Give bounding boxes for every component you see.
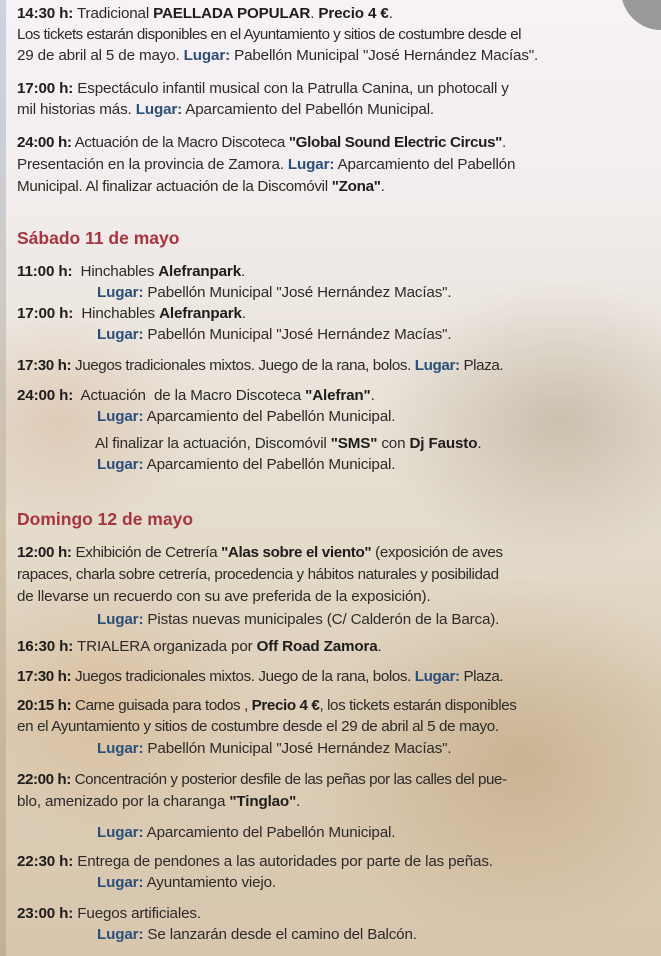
event-1430-line1 bbox=[17, 4, 393, 24]
event-text: . bbox=[241, 263, 246, 280]
sun-event-1200-line3: de llevarse un recuerdo con su ave preferida de la exposición). bbox=[17, 588, 431, 605]
event-text: . bbox=[241, 305, 246, 322]
event-place: Aparcamiento del Pabellón Municipal. bbox=[143, 824, 396, 841]
lugar-label: Lugar: bbox=[97, 874, 144, 891]
event-place: Aparcamiento del Pabellón Municipal. bbox=[182, 101, 434, 118]
sat-event-2400-after bbox=[95, 434, 481, 454]
lugar-label: Lugar: bbox=[97, 326, 144, 343]
event-time: 12:00 h: bbox=[17, 544, 72, 561]
sat-event-2400-after-lugar bbox=[97, 455, 395, 475]
event-highlight: "Tinglao" bbox=[229, 793, 297, 810]
lugar-label: Lugar: bbox=[97, 611, 144, 628]
event-text: blo, amenizado por la charanga bbox=[17, 793, 230, 810]
event-time: 17:00 h: bbox=[17, 80, 74, 97]
event-place: Aparcamiento del Pabellón Municipal. bbox=[143, 408, 396, 425]
event-highlight: PAELLADA POPULAR bbox=[153, 5, 311, 22]
event-text: . bbox=[296, 793, 301, 810]
event-text: Fuegos artificiales. bbox=[73, 905, 201, 922]
sun-event-1630 bbox=[17, 637, 382, 657]
event-text: Hinchables bbox=[73, 305, 160, 322]
event-text: Actuación de la Macro Discoteca bbox=[71, 134, 289, 151]
event-place: Se lanzarán desde el camino del Balcón. bbox=[143, 926, 417, 943]
event-highlight: "Alefran" bbox=[305, 387, 371, 404]
event-text: Espectáculo infantil musical con la Patrulla Canina, un photocall y bbox=[73, 80, 509, 97]
event-text: . bbox=[380, 178, 385, 195]
event-text: mil historias más. bbox=[17, 101, 136, 118]
sun-event-1200-line1 bbox=[17, 543, 503, 563]
event-text: con bbox=[377, 435, 410, 452]
event-text: (exposición de aves bbox=[371, 544, 503, 561]
event-highlight: "Zona" bbox=[331, 178, 381, 195]
event-place: Pabellón Municipal "José Hernández Macías". bbox=[143, 740, 452, 757]
sun-event-2200-line1 bbox=[17, 770, 507, 790]
event-text: Tradicional bbox=[73, 5, 154, 22]
event-place: Pabellón Municipal "José Hernández Macías". bbox=[230, 47, 539, 64]
event-time: 20:15 h: bbox=[17, 697, 72, 714]
lugar-label: Lugar: bbox=[97, 284, 144, 301]
event-1430-line2: Los tickets estarán disponibles en el Ayuntamiento y sitios de costumbre desde el bbox=[17, 26, 521, 43]
event-highlight: Alefranpark bbox=[158, 263, 241, 280]
event-text: . bbox=[370, 387, 375, 404]
event-2400-line2 bbox=[17, 155, 515, 175]
sun-event-1200-line2: rapaces, charla sobre cetrería, procedencia y hábitos naturales y posibilidad bbox=[17, 566, 499, 583]
event-price: Precio 4 € bbox=[318, 5, 389, 22]
lugar-label: Lugar: bbox=[414, 668, 460, 685]
event-text: Juegos tradicionales mixtos. Juego de la rana, bolos. bbox=[71, 668, 415, 685]
event-highlight: Off Road Zamora bbox=[256, 638, 378, 655]
event-2400-line3 bbox=[17, 177, 385, 197]
event-text: . bbox=[388, 5, 393, 22]
event-time: 17:00 h: bbox=[17, 305, 74, 322]
lugar-label: Lugar: bbox=[97, 456, 144, 473]
event-text: 29 de abril al 5 de mayo. bbox=[17, 47, 184, 64]
event-place: Pabellón Municipal "José Hernández Macías". bbox=[143, 284, 452, 301]
lugar-label: Lugar: bbox=[97, 740, 144, 757]
event-text: Juegos tradicionales mixtos. Juego de la rana, bolos. bbox=[71, 357, 415, 374]
event-place: Aparcamiento del Pabellón bbox=[334, 156, 516, 173]
event-place: Aparcamiento del Pabellón Municipal. bbox=[143, 456, 396, 473]
event-highlight: "SMS" bbox=[330, 435, 378, 452]
event-text: . bbox=[377, 638, 382, 655]
event-time: 24:00 h: bbox=[17, 387, 74, 404]
event-highlight: "Alas sobre el viento" bbox=[221, 544, 372, 561]
event-text: Municipal. Al finalizar actuación de la Discomóvil bbox=[17, 178, 332, 195]
sun-event-1200-lugar bbox=[97, 610, 499, 630]
sun-event-2300 bbox=[17, 904, 201, 924]
sun-event-2230 bbox=[17, 852, 493, 872]
event-text: , los tickets estarán disponibles bbox=[319, 697, 517, 714]
event-time: 17:30 h: bbox=[17, 357, 72, 374]
event-time: 22:30 h: bbox=[17, 853, 74, 870]
sun-event-2015-line2: en el Ayuntamiento y sitios de costumbre desde el 29 de abril al 5 de mayo. bbox=[17, 718, 499, 735]
sun-event-2300-lugar bbox=[97, 925, 417, 945]
sat-event-2400 bbox=[17, 386, 375, 406]
sat-event-1700-lugar bbox=[97, 325, 451, 345]
event-time: 22:00 h: bbox=[17, 771, 71, 788]
lugar-label: Lugar: bbox=[97, 824, 144, 841]
sat-event-1730 bbox=[17, 356, 503, 376]
event-place: Pabellón Municipal "José Hernández Macías". bbox=[143, 326, 452, 343]
event-2400-line1 bbox=[17, 133, 506, 153]
event-text: Hinchables bbox=[72, 263, 159, 280]
event-text: . bbox=[310, 5, 319, 22]
lugar-label: Lugar: bbox=[183, 47, 231, 64]
event-1700-line1 bbox=[17, 79, 509, 99]
event-1700-line2 bbox=[17, 100, 434, 120]
event-text: Carne guisada para todos , bbox=[71, 697, 252, 714]
lugar-label: Lugar: bbox=[414, 357, 460, 374]
event-text: TRIALERA organizada por bbox=[73, 638, 257, 655]
sat-event-2400-lugar bbox=[97, 407, 395, 427]
corner-overlay-shape bbox=[621, 0, 661, 30]
sat-event-1100 bbox=[17, 262, 245, 282]
sun-event-2230-lugar bbox=[97, 873, 276, 893]
event-place: Plaza. bbox=[459, 357, 504, 374]
event-time: 16:30 h: bbox=[17, 638, 74, 655]
event-time: 14:30 h: bbox=[17, 5, 74, 22]
event-time: 23:00 h: bbox=[17, 905, 74, 922]
lugar-label: Lugar: bbox=[97, 926, 144, 943]
event-text: Al finalizar la actuación, Discomóvil bbox=[95, 435, 331, 452]
lugar-label: Lugar: bbox=[135, 101, 183, 118]
event-place: Pistas nuevas municipales (C/ Calderón de la Barca). bbox=[143, 611, 500, 628]
event-place: Ayuntamiento viejo. bbox=[143, 874, 277, 891]
event-text: Entrega de pendones a las autoridades por parte de las peñas. bbox=[73, 853, 493, 870]
event-1430-line3 bbox=[17, 46, 538, 66]
event-text: . bbox=[477, 435, 482, 452]
event-text: Concentración y posterior desfile de las peñas por las calles del pue- bbox=[70, 771, 507, 788]
event-text: Presentación en la provincia de Zamora. bbox=[17, 156, 288, 173]
lugar-label: Lugar: bbox=[287, 156, 335, 173]
event-highlight: Dj Fausto bbox=[409, 435, 478, 452]
day-heading-saturday: Sábado 11 de mayo bbox=[17, 228, 180, 248]
sun-event-2015-line1 bbox=[17, 696, 516, 716]
event-price: Precio 4 € bbox=[251, 697, 320, 714]
event-text: . bbox=[502, 134, 506, 151]
sun-event-1730 bbox=[17, 667, 503, 687]
event-time: 17:30 h: bbox=[17, 668, 72, 685]
day-heading-sunday: Domingo 12 de mayo bbox=[17, 509, 194, 529]
sat-event-1700 bbox=[17, 304, 246, 324]
sun-event-2200-lugar bbox=[97, 823, 395, 843]
event-highlight: Alefranpark bbox=[159, 305, 242, 322]
sun-event-2015-lugar bbox=[97, 739, 451, 759]
left-border-decoration bbox=[0, 0, 6, 956]
event-highlight: "Global Sound Electric Circus" bbox=[288, 134, 503, 151]
event-time: 11:00 h: bbox=[17, 263, 73, 280]
event-text: Exhibición de Cetrería bbox=[71, 544, 222, 561]
event-time: 24:00 h: bbox=[17, 134, 72, 151]
sat-event-1100-lugar bbox=[97, 283, 451, 303]
event-place: Plaza. bbox=[459, 668, 504, 685]
lugar-label: Lugar: bbox=[97, 408, 144, 425]
sun-event-2200-line2 bbox=[17, 792, 300, 812]
event-text: Actuación de la Macro Discoteca bbox=[73, 387, 306, 404]
